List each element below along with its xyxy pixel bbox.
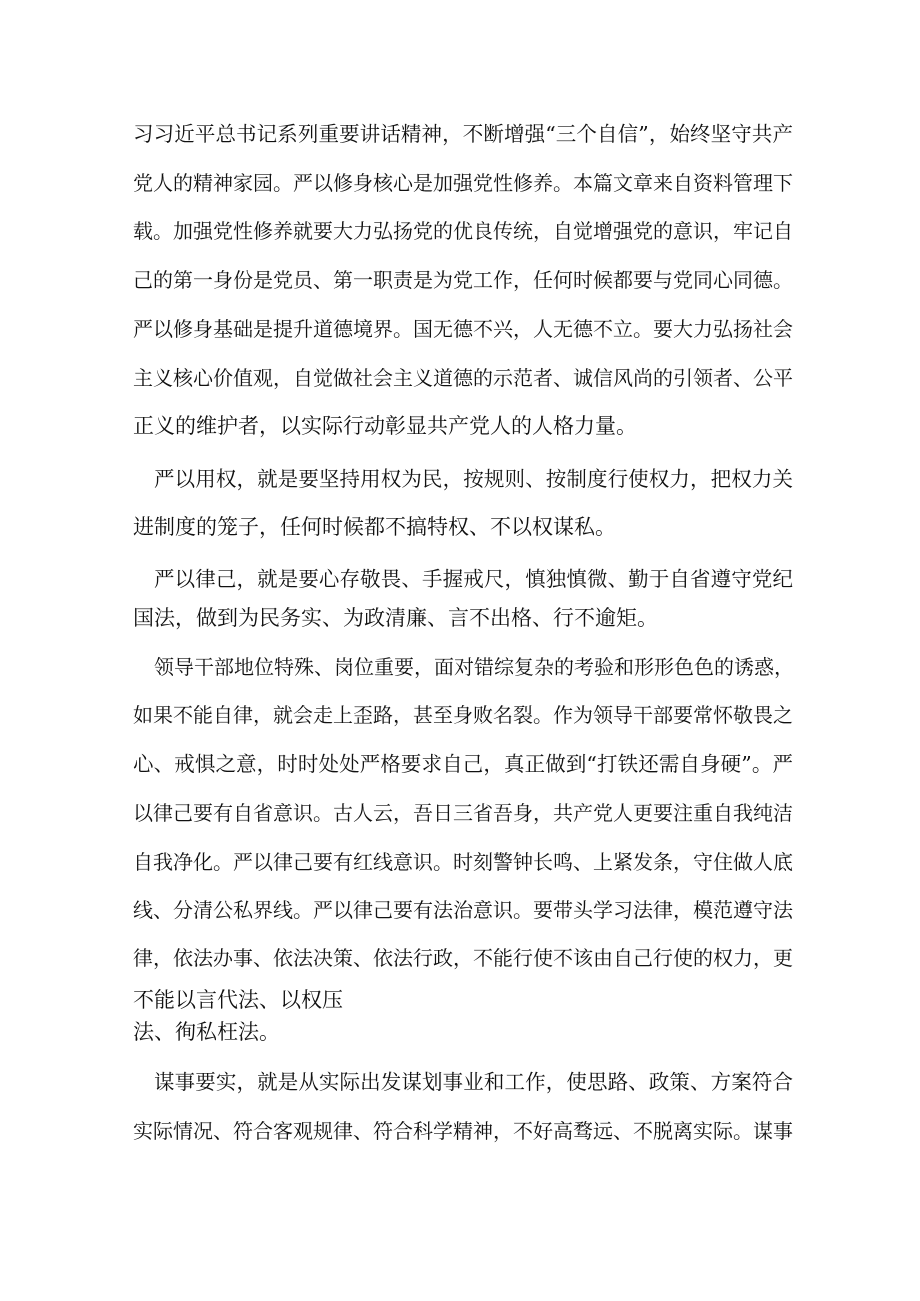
text-line: 心、戒惧之意，时时处处严格要求自己，真正做到“打铁还需自身硬”。严 [133, 752, 793, 776]
text-line: 以律己要有自省意识。古人云，吾日三省吾身，共产党人更要注重自我纯洁 [133, 801, 793, 825]
text-line: 律，依法办事、依法决策、依法行政，不能行使不该由自己行使的权力，更 [133, 946, 793, 970]
text-line: 国法，做到为民务实、为政清廉、言不出格、行不逾矩。 [133, 606, 658, 630]
text-line: 进制度的笼子，任何时候都不搞特权、不以权谋私。 [133, 515, 616, 539]
text-line: 党人的精神家园。严以修身核心是加强党性修养。本篇文章来自资料管理下 [133, 171, 793, 195]
text-line: 正义的维护者，以实际行动彰显共产党人的人格力量。 [133, 414, 637, 438]
text-line: 不能以言代法、以权压 [133, 988, 343, 1012]
text-line: 载。加强党性修养就要大力弘扬党的优良传统，自觉增强党的意识，牢记自 [133, 219, 793, 243]
text-line: 谋事要实，就是从实际出发谋划事业和工作，使思路、政策、方案符合 [154, 1070, 793, 1094]
text-line: 严以修身基础是提升道德境界。国无德不兴，人无德不立。要大力弘扬社会 [133, 317, 793, 341]
text-line: 线、分清公私界线。严以律己要有法治意识。要带头学习法律，模范遵守法 [133, 898, 793, 922]
text-line: 实际情况、符合客观规律、符合科学精神，不好高骛远、不脱离实际。谋事 [133, 1119, 793, 1143]
text-line: 己的第一身份是党员、第一职责是为党工作，任何时候都要与党同心同德。 [133, 268, 793, 292]
text-line: 如果不能自律，就会走上歪路，甚至身败名裂。作为领导干部要常怀敬畏之 [133, 703, 793, 727]
text-line: 严以律己，就是要心存敬畏、手握戒尺，慎独慎微、勤于自省遵守党纪 [154, 567, 793, 591]
text-line: 自我净化。严以律己要有红线意识。时刻警钟长鸣、上紧发条，守住做人底 [133, 850, 793, 874]
text-line: 严以用权，就是要坚持用权为民，按规则、按制度行使权力，把权力关 [154, 467, 793, 491]
text-line: 主义核心价值观，自觉做社会主义道德的示范者、诚信风尚的引领者、公平 [133, 366, 793, 390]
text-line: 法、徇私枉法。 [133, 1020, 280, 1044]
text-line: 习习近平总书记系列重要讲话精神，不断增强“三个自信”，始终坚守共产 [133, 122, 793, 146]
text-line: 领导干部地位特殊、岗位重要，面对错综复杂的考验和形形色色的诱惑， [154, 655, 794, 679]
